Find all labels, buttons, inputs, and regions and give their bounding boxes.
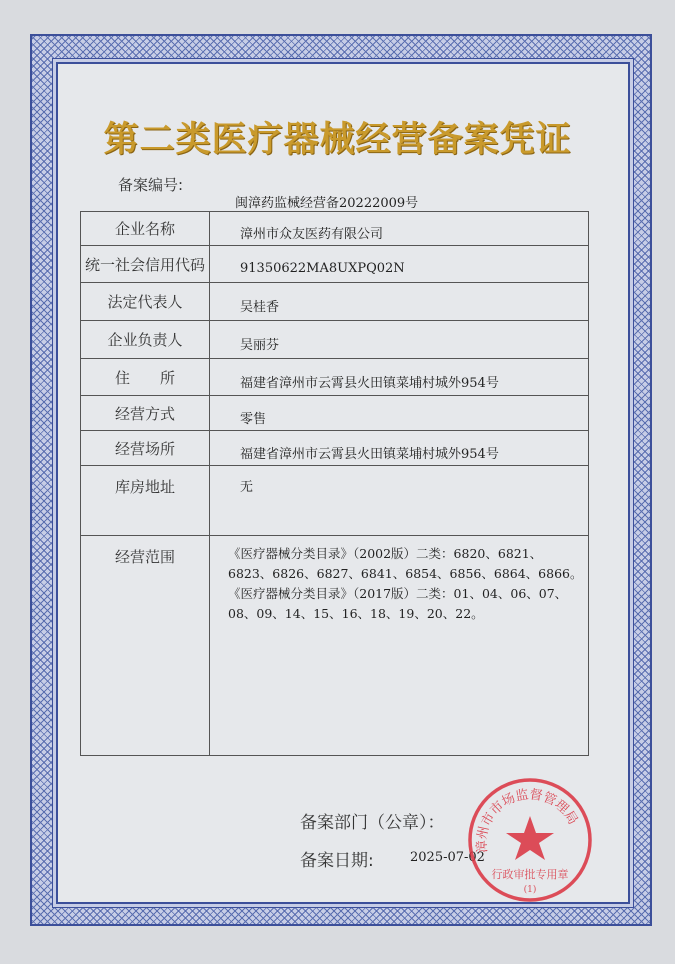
- record-number-label: 备案编号:: [118, 176, 184, 194]
- label-credit-code: 统一社会信用代码: [81, 246, 210, 283]
- certificate-title: 第二类医疗器械经营备案凭证: [103, 119, 572, 160]
- record-date: 2025-07-02: [410, 850, 485, 865]
- official-seal: [466, 776, 594, 904]
- label-manager: 企业负责人: [81, 321, 210, 359]
- value-business-mode: 零售: [210, 396, 589, 431]
- value-warehouse: 无: [210, 466, 589, 536]
- value-scope: [210, 536, 589, 756]
- label-business-mode: 经营方式: [81, 396, 210, 431]
- scope-line: 《医疗器械分类目录》（2002版）二类：6820、6821、6823、6826、6827、6841、6854、6856、6864、6866。: [228, 546, 583, 581]
- svg-text:漳州市市场监督管理局: 漳州市市场监督管理局: [474, 787, 581, 854]
- label-legal-rep: 法定代表人: [81, 283, 210, 321]
- info-table: [80, 211, 589, 756]
- value-legal-rep: 吴桂香: [210, 283, 589, 321]
- label-business-premises: 经营场所: [81, 431, 210, 466]
- label-warehouse: 库房地址: [81, 466, 210, 536]
- label-company-name: 企业名称: [81, 212, 210, 246]
- value-company-name: 漳州市众友医药有限公司: [210, 212, 589, 246]
- dept-label: 备案部门（公章）：: [300, 813, 445, 833]
- svg-text:行政审批专用章: 行政审批专用章: [491, 868, 569, 881]
- date-label: 备案日期:: [300, 851, 374, 871]
- value-address: 福建省漳州市云霄县火田镇菜埔村城外954号: [210, 359, 589, 396]
- value-business-premises: 福建省漳州市云霄县火田镇菜埔村城外954号: [210, 431, 589, 466]
- svg-text:(1): (1): [523, 885, 537, 895]
- value-manager: 吴丽芬: [210, 321, 589, 359]
- star-icon: [506, 816, 554, 860]
- label-address: 住 所: [81, 359, 210, 396]
- value-credit-code: 91350622MA8UXPQ02N: [210, 246, 589, 283]
- label-scope: 经营范围: [81, 536, 210, 756]
- scope-line: 《医疗器械分类目录》（2017版）二类：01、04、06、07、08、09、14、15、16、18、19、20、22。: [228, 586, 568, 621]
- record-number: 闽漳药监械经营备20222009号: [235, 196, 419, 211]
